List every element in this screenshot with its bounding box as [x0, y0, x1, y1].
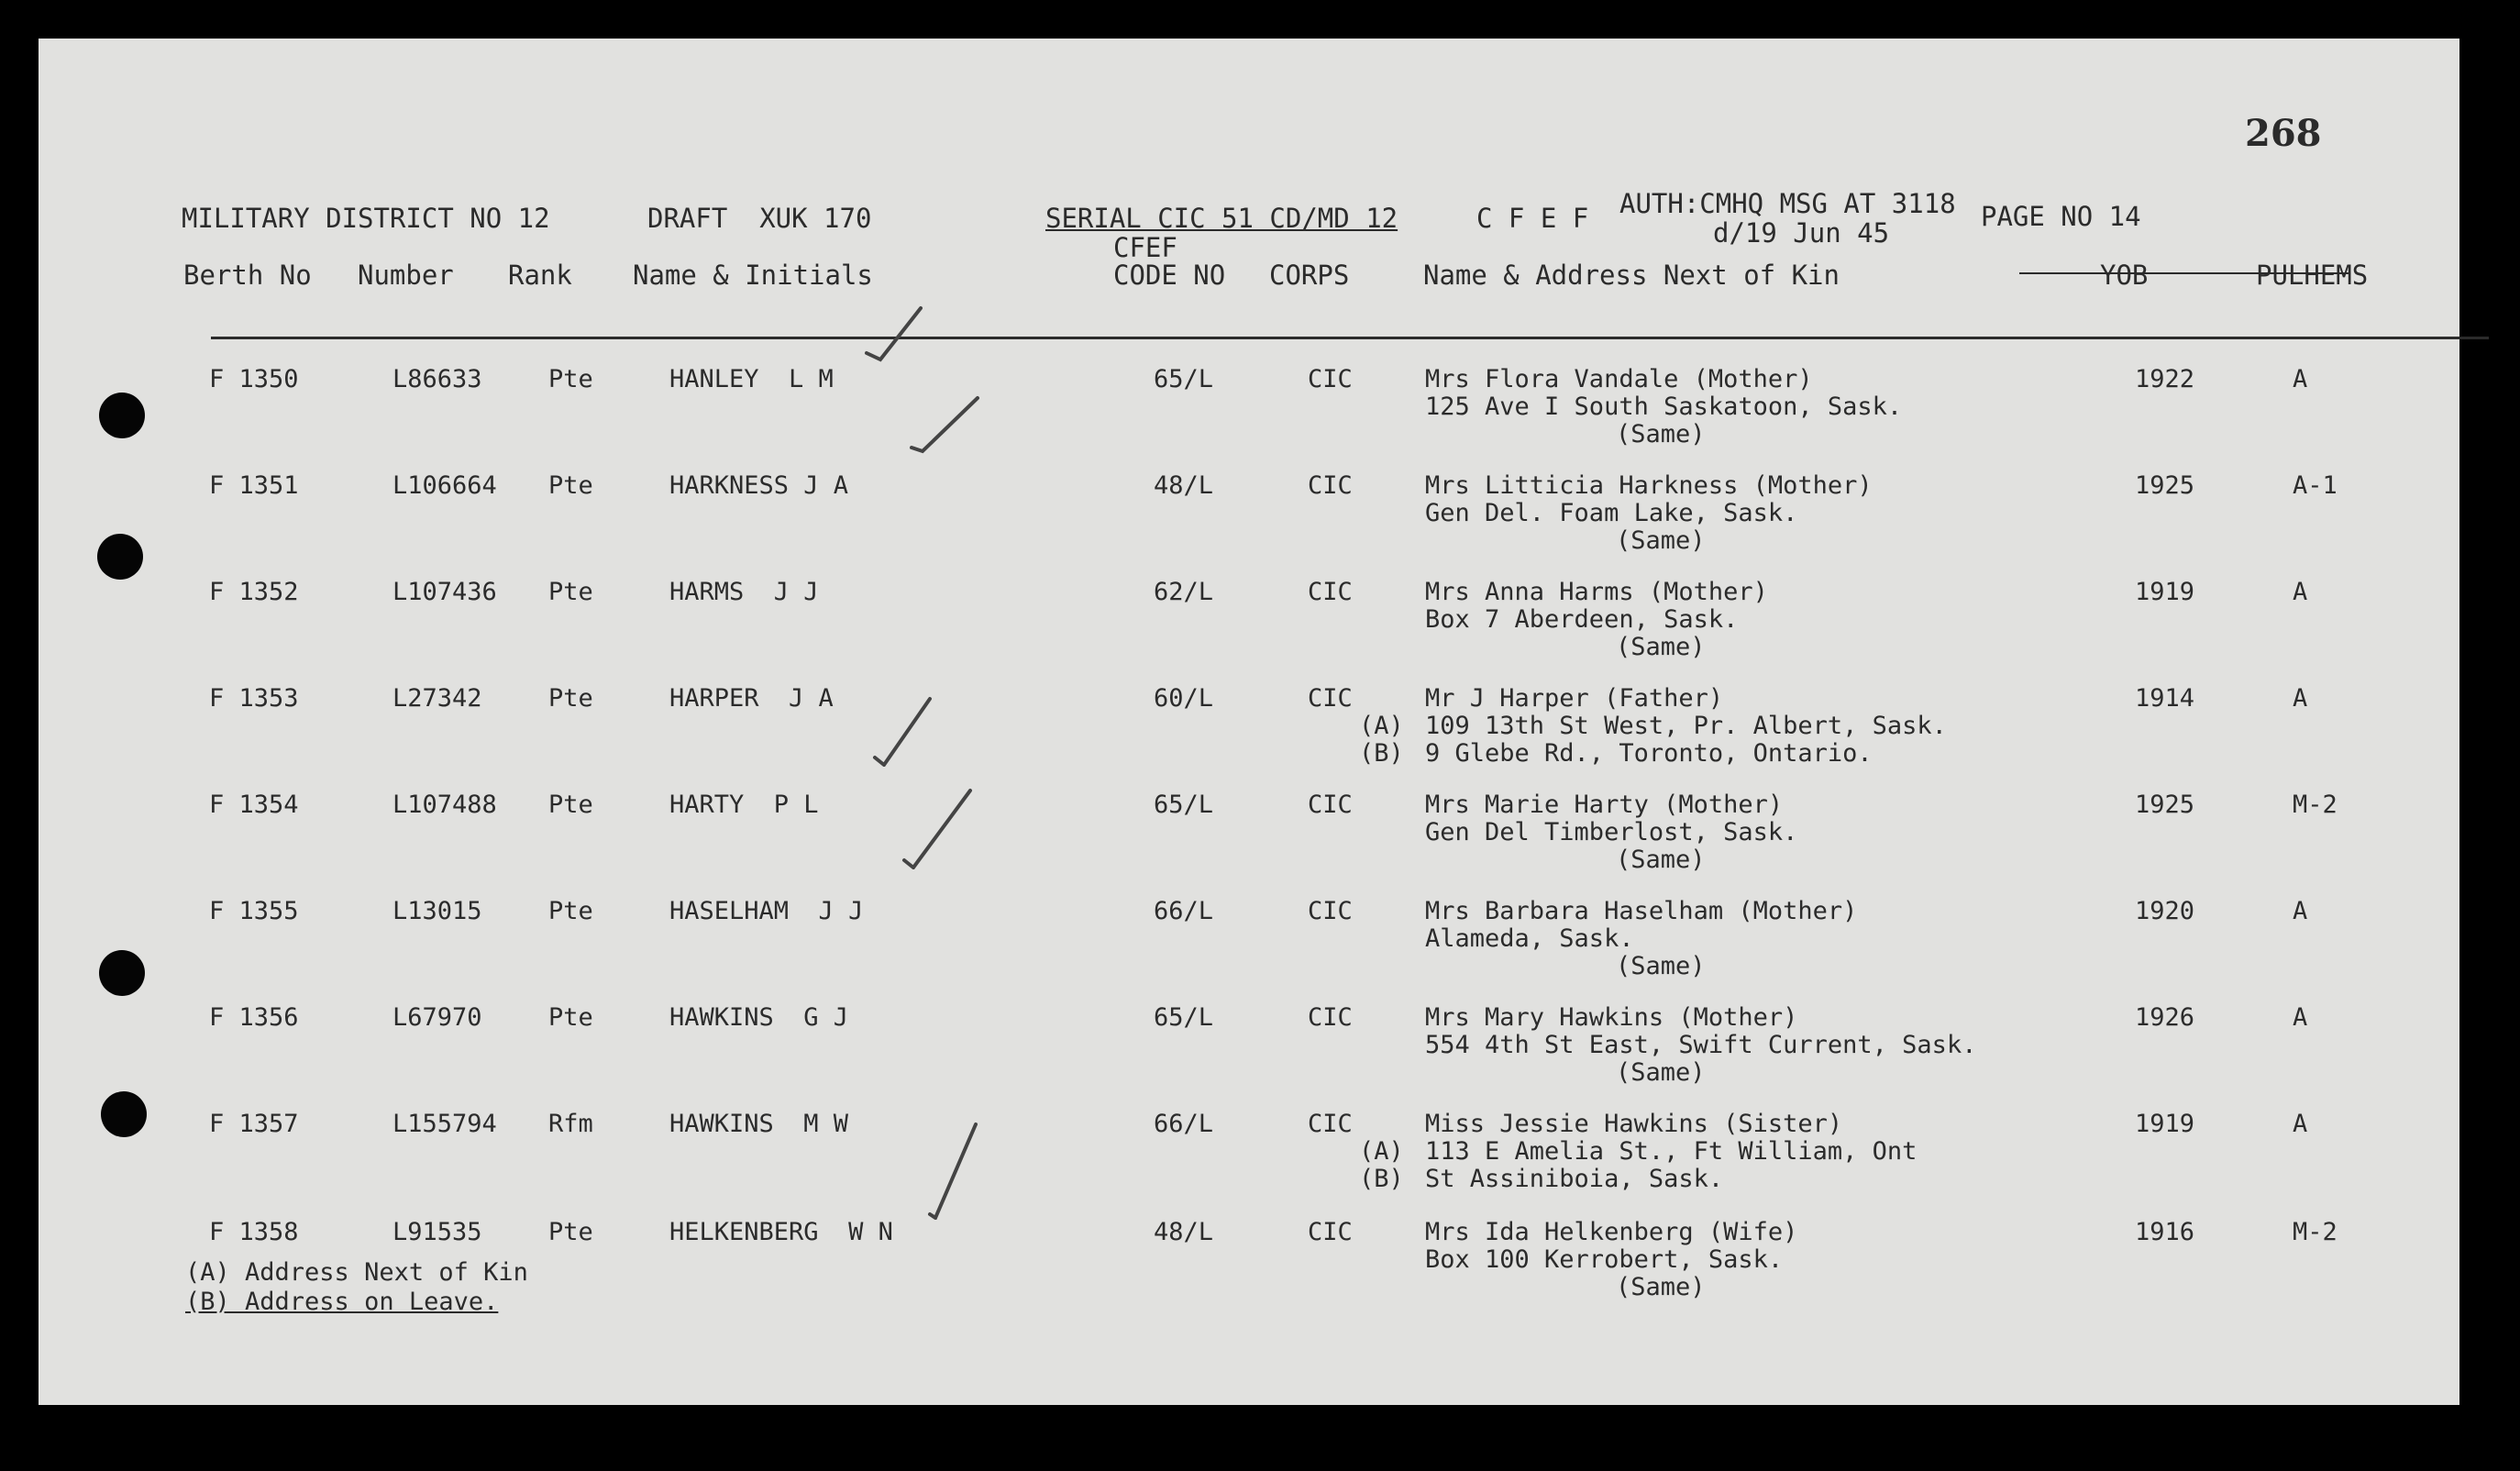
row-number: L155794	[392, 1110, 497, 1138]
row-number: L106664	[392, 471, 497, 500]
row-corps: CIC	[1308, 897, 1353, 925]
col-rank: Rank	[508, 260, 572, 291]
row-number: L13015	[392, 897, 482, 925]
next-of-kin-line: Gen Del. Foam Lake, Sask.	[1425, 499, 1798, 527]
next-of-kin-line: (Same)	[1616, 1273, 1706, 1301]
row-number: L67970	[392, 1003, 482, 1032]
draft-label: DRAFT XUK 170	[647, 203, 872, 234]
row-berth: F 1358	[209, 1218, 299, 1246]
col-berth: Berth No	[183, 260, 312, 291]
district-label: MILITARY DISTRICT NO 12	[182, 203, 550, 234]
row-rank: Pte	[548, 365, 593, 393]
next-of-kin-line: 554 4th St East, Swift Current, Sask.	[1425, 1031, 1977, 1059]
page-no-label: PAGE NO 14	[1981, 201, 2141, 232]
col-yob: YOB	[2100, 260, 2149, 291]
row-number: L91535	[392, 1218, 482, 1246]
next-of-kin-line: Mrs Litticia Harkness (Mother)	[1425, 471, 1873, 500]
row-name: HASELHAM J J	[669, 897, 864, 925]
check-mark-icon	[926, 1119, 981, 1220]
row-pulhems: A	[2293, 684, 2308, 713]
row-corps: CIC	[1308, 365, 1353, 393]
document-sheet	[39, 39, 2459, 1405]
row-corps: CIC	[1308, 1218, 1353, 1246]
row-berth: F 1350	[209, 365, 299, 393]
next-of-kin-line: (Same)	[1616, 846, 1706, 874]
next-of-kin-line: 109 13th St West, Pr. Albert, Sask.	[1425, 712, 1947, 740]
row-rank: Pte	[548, 471, 593, 500]
row-number: L86633	[392, 365, 482, 393]
row-berth: F 1352	[209, 578, 299, 606]
next-of-kin-line: (Same)	[1616, 633, 1706, 661]
next-of-kin-line: Box 100 Kerrobert, Sask.	[1425, 1245, 1784, 1274]
next-of-kin-line: Mrs Barbara Haselham (Mother)	[1425, 897, 1858, 925]
next-of-kin-line: Mrs Anna Harms (Mother)	[1425, 578, 1768, 606]
row-corps: CIC	[1308, 1003, 1353, 1032]
row-code: 60/L	[1154, 684, 1214, 713]
row-rank: Pte	[548, 1218, 593, 1246]
auth-label: AUTH:CMHQ MSG AT 3118	[1619, 188, 1956, 219]
row-code: 66/L	[1154, 897, 1214, 925]
row-berth: F 1351	[209, 471, 299, 500]
row-rank: Pte	[548, 578, 593, 606]
check-mark-icon	[862, 303, 926, 367]
row-berth: F 1354	[209, 791, 299, 819]
next-of-kin-line: 113 E Amelia St., Ft William, Ont	[1425, 1137, 1918, 1166]
col-number: Number	[358, 260, 454, 291]
next-of-kin-line: Alameda, Sask.	[1425, 924, 1634, 953]
row-corps: CIC	[1308, 791, 1353, 819]
next-of-kin-line: Mrs Ida Helkenberg (Wife)	[1425, 1218, 1798, 1246]
row-code: 65/L	[1154, 791, 1214, 819]
punch-hole	[101, 1091, 147, 1137]
row-pulhems: M-2	[2293, 791, 2338, 819]
row-code: 48/L	[1154, 471, 1214, 500]
header-rule	[211, 337, 2489, 339]
col-kin: Name & Address Next of Kin	[1423, 260, 1840, 291]
row-yob: 1922	[2135, 365, 2195, 393]
row-berth: F 1356	[209, 1003, 299, 1032]
row-yob: 1926	[2135, 1003, 2195, 1032]
row-yob: 1916	[2135, 1218, 2195, 1246]
next-of-kin-line: Mrs Flora Vandale (Mother)	[1425, 365, 1813, 393]
next-of-kin-line: 9 Glebe Rd., Toronto, Ontario.	[1425, 739, 1873, 768]
address-marker: (A)	[1359, 712, 1404, 740]
next-of-kin-line: Miss Jessie Hawkins (Sister)	[1425, 1110, 1843, 1138]
next-of-kin-line: (Same)	[1616, 420, 1706, 448]
next-of-kin-line: Mrs Marie Harty (Mother)	[1425, 791, 1784, 819]
serial-label: SERIAL CIC 51 CD/MD 12	[1045, 203, 1398, 234]
row-yob: 1914	[2135, 684, 2195, 713]
row-code: 62/L	[1154, 578, 1214, 606]
row-name: HELKENBERG W N	[669, 1218, 893, 1246]
row-name: HARMS J J	[669, 578, 819, 606]
row-yob: 1925	[2135, 471, 2195, 500]
row-corps: CIC	[1308, 684, 1353, 713]
col-code: CODE NO	[1113, 260, 1226, 291]
col-pulhems: PULHEMS	[2256, 260, 2369, 291]
row-name: HARKNESS J A	[669, 471, 849, 500]
row-rank: Pte	[548, 897, 593, 925]
auth-date: d/19 Jun 45	[1713, 217, 1890, 249]
row-number: L27342	[392, 684, 482, 713]
row-pulhems: A	[2293, 365, 2308, 393]
address-marker: (B)	[1359, 1165, 1404, 1193]
footnote-b: (B) Address on Leave.	[185, 1288, 499, 1316]
col-corps: CORPS	[1269, 260, 1350, 291]
punch-hole	[97, 534, 143, 580]
row-code: 48/L	[1154, 1218, 1214, 1246]
col-name: Name & Initials	[633, 260, 873, 291]
row-pulhems: A	[2293, 1110, 2308, 1138]
check-mark-icon	[901, 785, 974, 869]
row-corps: CIC	[1308, 471, 1353, 500]
row-pulhems: A	[2293, 897, 2308, 925]
row-berth: F 1357	[209, 1110, 299, 1138]
cfef-label: C F E F	[1476, 203, 1589, 234]
row-number: L107436	[392, 578, 497, 606]
row-code: 65/L	[1154, 365, 1214, 393]
row-name: HANLEY L M	[669, 365, 834, 393]
check-mark-icon	[908, 393, 981, 457]
row-pulhems: A-1	[2293, 471, 2338, 500]
row-rank: Pte	[548, 684, 593, 713]
punch-hole	[99, 950, 145, 996]
address-marker: (A)	[1359, 1137, 1404, 1166]
row-yob: 1919	[2135, 578, 2195, 606]
next-of-kin-line: 125 Ave I South Saskatoon, Sask.	[1425, 393, 1903, 421]
row-code: 66/L	[1154, 1110, 1214, 1138]
next-of-kin-line: Mrs Mary Hawkins (Mother)	[1425, 1003, 1798, 1032]
row-yob: 1919	[2135, 1110, 2195, 1138]
next-of-kin-line: Box 7 Aberdeen, Sask.	[1425, 605, 1739, 634]
row-yob: 1920	[2135, 897, 2195, 925]
address-marker: (B)	[1359, 739, 1404, 768]
row-name: HARPER J A	[669, 684, 834, 713]
next-of-kin-line: (Same)	[1616, 1058, 1706, 1087]
col-code-top: CFEF	[1113, 232, 1177, 263]
check-mark-icon	[871, 693, 935, 767]
next-of-kin-line: Mr J Harper (Father)	[1425, 684, 1724, 713]
row-name: HAWKINS G J	[669, 1003, 849, 1032]
row-berth: F 1355	[209, 897, 299, 925]
row-rank: Rfm	[548, 1110, 593, 1138]
row-pulhems: M-2	[2293, 1218, 2338, 1246]
next-of-kin-line: Gen Del Timberlost, Sask.	[1425, 818, 1798, 846]
row-rank: Pte	[548, 1003, 593, 1032]
page-number: 268	[2245, 112, 2322, 155]
row-name: HARTY P L	[669, 791, 819, 819]
row-number: L107488	[392, 791, 497, 819]
next-of-kin-line: (Same)	[1616, 526, 1706, 555]
row-corps: CIC	[1308, 1110, 1353, 1138]
row-code: 65/L	[1154, 1003, 1214, 1032]
row-pulhems: A	[2293, 578, 2308, 606]
row-pulhems: A	[2293, 1003, 2308, 1032]
row-rank: Pte	[548, 791, 593, 819]
footnote-a: (A) Address Next of Kin	[185, 1258, 528, 1287]
row-name: HAWKINS M W	[669, 1110, 849, 1138]
punch-hole	[99, 393, 145, 438]
row-yob: 1925	[2135, 791, 2195, 819]
row-corps: CIC	[1308, 578, 1353, 606]
row-berth: F 1353	[209, 684, 299, 713]
next-of-kin-line: St Assiniboia, Sask.	[1425, 1165, 1724, 1193]
next-of-kin-line: (Same)	[1616, 952, 1706, 980]
